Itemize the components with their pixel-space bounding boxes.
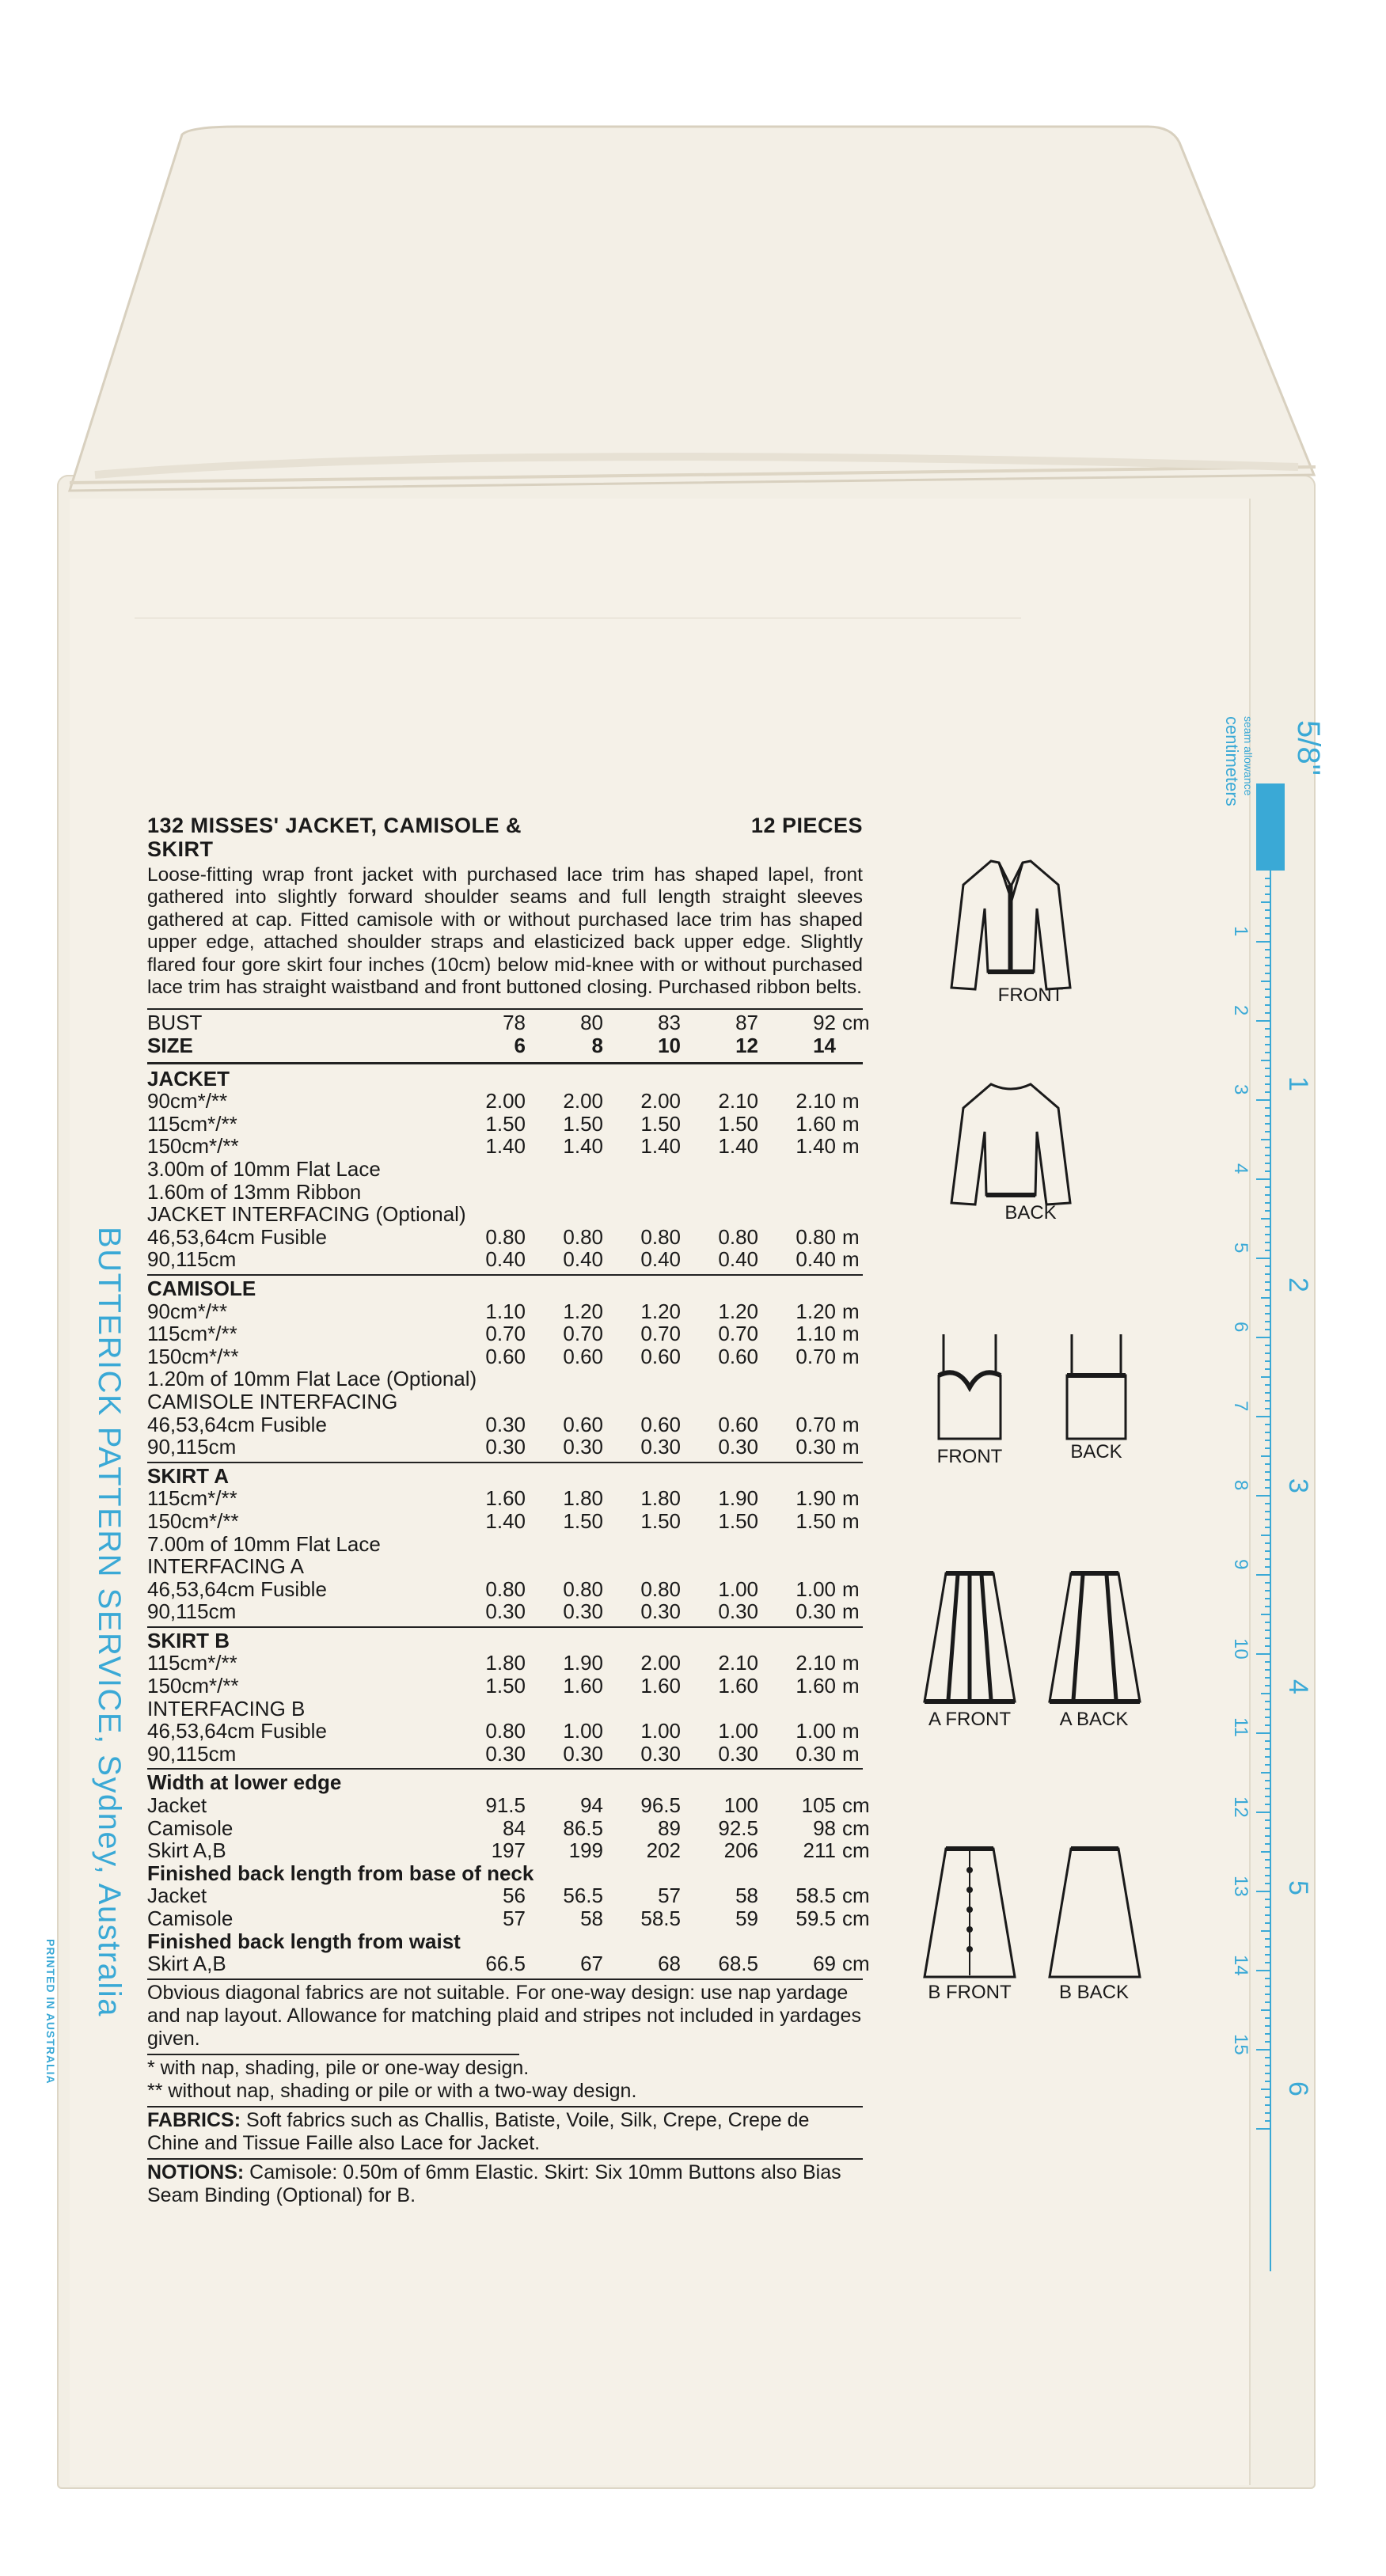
row-value: 2.00 [640, 1651, 681, 1675]
table-row [147, 1600, 863, 1623]
row-unit: m [842, 1576, 860, 1601]
row-value: 0.30 [718, 1599, 758, 1624]
row-value: 0.30 [640, 1435, 681, 1459]
printed-in-text: PRINTED IN AUSTRALIA [44, 1939, 57, 2085]
section-heading: CAMISOLE [147, 1276, 256, 1300]
notions-label: NOTIONS: [147, 2161, 245, 2183]
row-label: 115cm*/** [147, 1112, 237, 1136]
row-value: 1.50 [563, 1111, 603, 1136]
skirt-b-back-illustration [1043, 1842, 1146, 1985]
pattern-number: 132 [147, 814, 184, 837]
row-unit: m [842, 1435, 860, 1459]
size-table [147, 1011, 870, 1058]
diagonal-note: Obvious diagonal fabrics are not suitable. For one-way design: use nap yardage and nap layout. Allowance for matching plaid and stripes not included in yardages given. [147, 1981, 861, 2050]
table-row [147, 1300, 863, 1323]
row-value: 1.20 [640, 1299, 681, 1323]
row-value: 1.20 [563, 1299, 603, 1323]
cm-mark: 12 [1230, 1796, 1251, 1818]
bust-value: 80 [580, 1011, 603, 1035]
section-heading: Finished back length from base of neck [147, 1861, 534, 1885]
row-value: 1.90 [718, 1486, 758, 1511]
notion-line: INTERFACING B [147, 1696, 306, 1720]
table-row [147, 1436, 863, 1459]
table-row [147, 1413, 863, 1436]
row-value: 1.50 [640, 1111, 681, 1136]
cm-mark: 11 [1230, 1717, 1251, 1737]
table-row [147, 1743, 863, 1766]
row-value: 0.30 [563, 1599, 603, 1624]
notion-line: 1.20m of 10mm Flat Lace (Optional) [147, 1367, 477, 1391]
row-value: 69 [813, 1952, 836, 1976]
divider [147, 1062, 863, 1064]
row-label: Camisole [147, 1907, 234, 1930]
row-value: 0.30 [563, 1741, 603, 1766]
row-label: Skirt A,B [147, 1839, 226, 1862]
row-value: 0.80 [718, 1224, 758, 1249]
row-value: 59.5 [796, 1906, 836, 1930]
table-row [147, 1578, 863, 1601]
skirt-a-back-label: A BACK [1059, 1709, 1129, 1730]
jacket-back-illustration [944, 1076, 1078, 1215]
jacket-front-illustration [944, 853, 1078, 996]
fabrics-note [147, 2109, 863, 2155]
row-value: 0.70 [718, 1322, 758, 1346]
pattern-pieces: 12 PIECES [750, 814, 863, 837]
row-value: 1.40 [796, 1134, 836, 1159]
row-unit: m [842, 1299, 860, 1323]
row-value: 211 [803, 1838, 836, 1863]
row-value: 1.80 [563, 1486, 603, 1511]
table-row [147, 1793, 870, 1818]
row-label: 46,53,64cm Fusible [147, 1413, 327, 1436]
row-unit: m [842, 1674, 860, 1698]
divider [147, 1462, 863, 1463]
table-row [147, 1226, 863, 1249]
row-value: 68.5 [718, 1952, 758, 1976]
row-label: 90,115cm [147, 1600, 237, 1623]
row-value: 0.40 [563, 1247, 603, 1272]
row-unit: m [842, 1224, 860, 1249]
row-value: 1.50 [640, 1508, 681, 1533]
row-label: Jacket [147, 1794, 207, 1817]
notion-line: 7.00m of 10mm Flat Lace [147, 1531, 381, 1556]
size-row [147, 1034, 863, 1057]
row-unit: cm [842, 1793, 870, 1818]
bust-row [147, 1011, 870, 1035]
cm-mark: 7 [1230, 1401, 1251, 1412]
pattern-name: MISSES' JACKET, CAMISOLE & SKIRT [147, 814, 522, 861]
bust-value: 92 [813, 1011, 836, 1035]
row-value: 0.70 [796, 1344, 836, 1368]
pattern-title [147, 814, 590, 861]
row-value: 0.70 [640, 1322, 681, 1346]
jacket-front-label: FRONT [997, 984, 1064, 1006]
row-value: 0.30 [640, 1741, 681, 1766]
row-value: 1.60 [640, 1674, 681, 1698]
seam-allowance-caption: seam allowance [1242, 716, 1255, 796]
row-value: 2.10 [796, 1651, 836, 1675]
row-value: 0.60 [563, 1412, 603, 1436]
row-value: 1.60 [796, 1674, 836, 1698]
table-row [147, 1510, 863, 1533]
bust-unit: cm [842, 1011, 870, 1035]
seam-allowance-label: 5/8" [1291, 720, 1326, 776]
row-unit: cm [842, 1838, 870, 1863]
table-row [147, 1720, 863, 1743]
row-value: 0.30 [485, 1741, 526, 1766]
centimeters-caption: centimeters [1222, 716, 1242, 806]
row-value: 1.00 [640, 1719, 681, 1743]
row-value: 0.40 [796, 1247, 836, 1272]
row-value: 67 [580, 1952, 603, 1976]
row-value: 2.10 [796, 1089, 836, 1113]
row-value: 1.00 [796, 1719, 836, 1743]
row-value: 0.30 [718, 1435, 758, 1459]
row-label: 90,115cm [147, 1248, 237, 1271]
row-label: 46,53,64cm Fusible [147, 1577, 327, 1601]
row-value: 1.50 [718, 1508, 758, 1533]
row-label: 150cm*/** [147, 1135, 239, 1158]
table-row [147, 1884, 870, 1908]
row-value: 0.30 [796, 1435, 836, 1459]
row-value: 0.80 [563, 1576, 603, 1601]
divider [147, 1008, 863, 1010]
section-heading: Finished back length from waist [147, 1929, 461, 1953]
size-value: 8 [591, 1034, 603, 1058]
row-value: 1.60 [796, 1111, 836, 1136]
notion-line: INTERFACING A [147, 1554, 304, 1579]
row-value: 1.40 [485, 1508, 526, 1533]
row-value: 58.5 [796, 1884, 836, 1908]
row-value: 1.60 [718, 1674, 758, 1698]
row-unit: cm [842, 1952, 870, 1976]
cm-mark: 2 [1230, 1005, 1251, 1016]
row-value: 0.70 [563, 1322, 603, 1346]
divider [147, 2158, 863, 2160]
table-row [147, 1487, 863, 1510]
row-label: 90,115cm [147, 1742, 237, 1766]
row-label: 90,115cm [147, 1436, 237, 1459]
row-value: 0.40 [485, 1247, 526, 1272]
inch-mark: 1 [1283, 1076, 1313, 1091]
row-value: 1.90 [563, 1651, 603, 1675]
row-value: 1.90 [796, 1486, 836, 1511]
pattern-info-block [147, 814, 870, 2207]
row-label: Jacket [147, 1884, 207, 1907]
row-value: 94 [580, 1793, 603, 1818]
yardage-table [147, 1068, 863, 1766]
row-label: 150cm*/** [147, 1345, 239, 1368]
row-value: 0.30 [563, 1435, 603, 1459]
row-value: 1.40 [563, 1134, 603, 1159]
row-value: 1.20 [718, 1299, 758, 1323]
row-unit: m [842, 1322, 860, 1346]
cm-mark: 1 [1230, 926, 1251, 937]
size-value: 10 [658, 1034, 681, 1058]
row-value: 0.30 [718, 1741, 758, 1766]
table-row [147, 1135, 863, 1158]
notion-line: JACKET INTERFACING (Optional) [147, 1202, 466, 1227]
row-unit: m [842, 1134, 860, 1159]
section-heading: JACKET [147, 1066, 230, 1091]
skirt-b-front-label: B FRONT [928, 1982, 1012, 2003]
row-label: 46,53,64cm Fusible [147, 1225, 327, 1249]
notion-line: CAMISOLE INTERFACING [147, 1389, 398, 1413]
divider [147, 2106, 863, 2107]
row-value: 0.80 [485, 1224, 526, 1249]
row-value: 0.30 [796, 1741, 836, 1766]
row-value: 1.00 [563, 1719, 603, 1743]
row-value: 96.5 [640, 1793, 681, 1818]
row-value: 1.10 [796, 1322, 836, 1346]
row-unit: m [842, 1741, 860, 1766]
row-value: 0.80 [796, 1224, 836, 1249]
row-unit: m [842, 1344, 860, 1368]
row-value: 2.10 [718, 1651, 758, 1675]
row-value: 84 [503, 1815, 526, 1840]
cm-mark: 8 [1230, 1480, 1251, 1491]
row-value: 1.40 [485, 1134, 526, 1159]
row-value: 66.5 [485, 1952, 526, 1976]
section-heading: SKIRT B [147, 1628, 230, 1652]
row-value: 0.60 [640, 1344, 681, 1368]
table-row [147, 1906, 870, 1930]
row-value: 0.40 [640, 1247, 681, 1272]
jacket-back-label: BACK [1004, 1202, 1057, 1224]
brand-text: BUTTERICK PATTERN SERVICE, Sydney, Australia [92, 1227, 127, 2017]
bust-label: BUST [147, 1011, 203, 1035]
row-value: 0.60 [718, 1344, 758, 1368]
row-value: 1.50 [485, 1111, 526, 1136]
row-value: 0.30 [640, 1599, 681, 1624]
table-row [147, 1838, 870, 1863]
star-note: * with nap, shading, pile or one-way design. [147, 2056, 530, 2079]
table-row [147, 1113, 863, 1136]
row-value: 199 [568, 1838, 603, 1863]
row-value: 56 [503, 1884, 526, 1908]
notions-note [147, 2161, 863, 2207]
row-value: 58.5 [640, 1906, 681, 1930]
row-value: 57 [658, 1884, 681, 1908]
row-value: 98 [813, 1815, 836, 1840]
row-unit: m [842, 1599, 860, 1624]
measurements-table [147, 1768, 870, 1976]
row-label: 46,53,64cm Fusible [147, 1720, 327, 1743]
row-value: 91.5 [485, 1793, 526, 1818]
row-label: 150cm*/** [147, 1675, 239, 1698]
row-label: 115cm*/** [147, 1652, 237, 1675]
row-value: 1.00 [796, 1576, 836, 1601]
camisole-back-label: BACK [1070, 1441, 1122, 1463]
divider [147, 1768, 863, 1770]
row-value: 1.50 [485, 1674, 526, 1698]
row-value: 2.10 [718, 1089, 758, 1113]
size-label: SIZE [147, 1034, 193, 1057]
row-value: 57 [503, 1906, 526, 1930]
row-label: 150cm*/** [147, 1509, 239, 1533]
row-unit: cm [842, 1815, 870, 1840]
table-row [147, 1675, 863, 1698]
table-row [147, 1652, 863, 1675]
section-heading: Width at lower edge [147, 1770, 342, 1795]
row-value: 1.80 [485, 1651, 526, 1675]
seam-ruler [1222, 704, 1326, 2303]
section-heading: SKIRT A [147, 1463, 230, 1488]
bust-value: 87 [735, 1011, 758, 1035]
row-value: 0.60 [718, 1412, 758, 1436]
size-value: 6 [514, 1034, 526, 1058]
row-value: 1.50 [796, 1508, 836, 1533]
row-unit: m [842, 1508, 860, 1533]
row-value: 0.70 [796, 1412, 836, 1436]
camisole-back-illustration [1061, 1328, 1132, 1447]
side-brand [44, 1227, 128, 2129]
notions-text: Camisole: 0.50m of 6mm Elastic. Skirt: Six 10mm Buttons also Bias Seam Binding (Optional) for B. [147, 2161, 841, 2206]
row-value: 0.80 [485, 1719, 526, 1743]
cm-mark: 10 [1230, 1638, 1251, 1660]
cm-mark: 13 [1230, 1876, 1251, 1897]
row-value: 0.30 [485, 1412, 526, 1436]
ruler-graphic [1255, 704, 1326, 2303]
row-value: 202 [646, 1838, 681, 1863]
row-value: 68 [658, 1952, 681, 1976]
row-label: 115cm*/** [147, 1322, 237, 1345]
row-value: 1.40 [640, 1134, 681, 1159]
bust-value: 83 [658, 1011, 681, 1035]
row-value: 0.80 [640, 1576, 681, 1601]
table-row [147, 1322, 863, 1345]
row-value: 86.5 [563, 1815, 603, 1840]
table-row [147, 1952, 870, 1976]
cm-mark: 14 [1230, 1955, 1251, 1976]
row-value: 1.50 [718, 1111, 758, 1136]
row-unit: cm [842, 1884, 870, 1908]
row-value: 0.80 [485, 1576, 526, 1601]
row-value: 1.10 [485, 1299, 526, 1323]
camisole-front-label: FRONT [936, 1446, 1003, 1467]
row-value: 1.00 [718, 1576, 758, 1601]
cm-mark: 5 [1230, 1242, 1251, 1254]
row-value: 1.50 [563, 1508, 603, 1533]
row-unit: m [842, 1412, 860, 1436]
row-value: 1.20 [796, 1299, 836, 1323]
row-value: 0.80 [563, 1224, 603, 1249]
row-unit: m [842, 1247, 860, 1272]
row-value: 2.00 [640, 1089, 681, 1113]
skirt-b-front-illustration [918, 1842, 1021, 1985]
row-unit: m [842, 1719, 860, 1743]
pattern-title-row [147, 814, 863, 861]
row-unit: m [842, 1089, 860, 1113]
row-label: Camisole [147, 1816, 234, 1840]
skirt-a-front-label: A FRONT [928, 1709, 1011, 1730]
divider [147, 1626, 863, 1628]
row-value: 58 [580, 1906, 603, 1930]
row-label: 90cm*/** [147, 1090, 228, 1113]
row-value: 0.30 [485, 1599, 526, 1624]
row-label: 115cm*/** [147, 1487, 237, 1510]
size-value: 14 [813, 1034, 836, 1058]
row-unit: m [842, 1486, 860, 1511]
row-value: 100 [723, 1793, 758, 1818]
row-value: 1.40 [718, 1134, 758, 1159]
inch-mark: 5 [1283, 1880, 1313, 1895]
row-value: 0.60 [485, 1344, 526, 1368]
table-row [147, 1345, 863, 1368]
pattern-description: Loose-fitting wrap front jacket with purchased lace trim has shaped lapel, front gathered into slightly forward shoulder seams and full length straight sleeves gathered at cap. Fitted camisole with or without purchased lace trim has shaped upper edge, attached shoulder straps and elasticized back upper edge. Slightly flared four gore skirt four inches (10cm) below mid-knee with or without purchased lace trim has straight waistband and front buttoned closing. Purchased ribbon belts. [147, 864, 863, 999]
row-value: 0.60 [640, 1412, 681, 1436]
table-row [147, 1248, 863, 1271]
row-value: 0.30 [796, 1599, 836, 1624]
row-label: 90cm*/** [147, 1299, 228, 1323]
notion-line: 3.00m of 10mm Flat Lace [147, 1157, 381, 1181]
divider [147, 2054, 519, 2055]
inch-mark: 2 [1283, 1277, 1313, 1292]
row-value: 2.00 [485, 1089, 526, 1113]
row-value: 59 [735, 1906, 758, 1930]
row-value: 197 [491, 1838, 526, 1863]
double-star-note: ** without nap, shading or pile or with a two-way design. [147, 2079, 637, 2102]
fabrics-label: FABRICS: [147, 2108, 241, 2131]
inch-mark: 4 [1283, 1679, 1313, 1694]
skirt-b-back-label: B BACK [1058, 1982, 1130, 2003]
skirt-a-back-illustration [1043, 1567, 1146, 1709]
row-value: 0.70 [485, 1322, 526, 1346]
row-value: 1.80 [640, 1486, 681, 1511]
row-value: 1.60 [563, 1674, 603, 1698]
divider [147, 1978, 863, 1980]
row-value: 89 [658, 1815, 681, 1840]
row-value: 2.00 [563, 1089, 603, 1113]
row-value: 1.00 [718, 1719, 758, 1743]
row-unit: m [842, 1111, 860, 1136]
skirt-a-front-illustration [918, 1567, 1021, 1709]
bust-value: 78 [503, 1011, 526, 1035]
table-row [147, 1090, 863, 1113]
row-value: 0.30 [485, 1435, 526, 1459]
row-value: 1.60 [485, 1486, 526, 1511]
row-value: 56.5 [563, 1884, 603, 1908]
row-value: 206 [723, 1838, 758, 1863]
cm-mark: 15 [1230, 2034, 1251, 2055]
row-label: Skirt A,B [147, 1952, 226, 1975]
row-value: 105 [801, 1793, 836, 1818]
row-unit: m [842, 1651, 860, 1675]
table-row [147, 1815, 870, 1840]
camisole-front-illustration [934, 1328, 1005, 1447]
row-value: 0.40 [718, 1247, 758, 1272]
size-value: 12 [735, 1034, 758, 1058]
inch-mark: 6 [1283, 2081, 1313, 2096]
row-unit: cm [842, 1906, 870, 1930]
fabrics-text: Soft fabrics such as Challis, Batiste, Voile, Silk, Crepe, Crepe de Chine and Tissue Faille also Lace for Jacket. [147, 2108, 810, 2154]
notion-line: 1.60m of 13mm Ribbon [147, 1179, 362, 1204]
cm-mark: 9 [1230, 1559, 1251, 1570]
envelope-flap [0, 0, 1386, 554]
cm-mark: 6 [1230, 1322, 1251, 1333]
row-value: 92.5 [718, 1815, 758, 1840]
cm-mark: 4 [1230, 1163, 1251, 1174]
inch-mark: 3 [1283, 1478, 1313, 1493]
row-value: 0.80 [640, 1224, 681, 1249]
cm-mark: 3 [1230, 1084, 1251, 1095]
row-value: 0.60 [563, 1344, 603, 1368]
row-value: 58 [735, 1884, 758, 1908]
divider [147, 1274, 863, 1276]
